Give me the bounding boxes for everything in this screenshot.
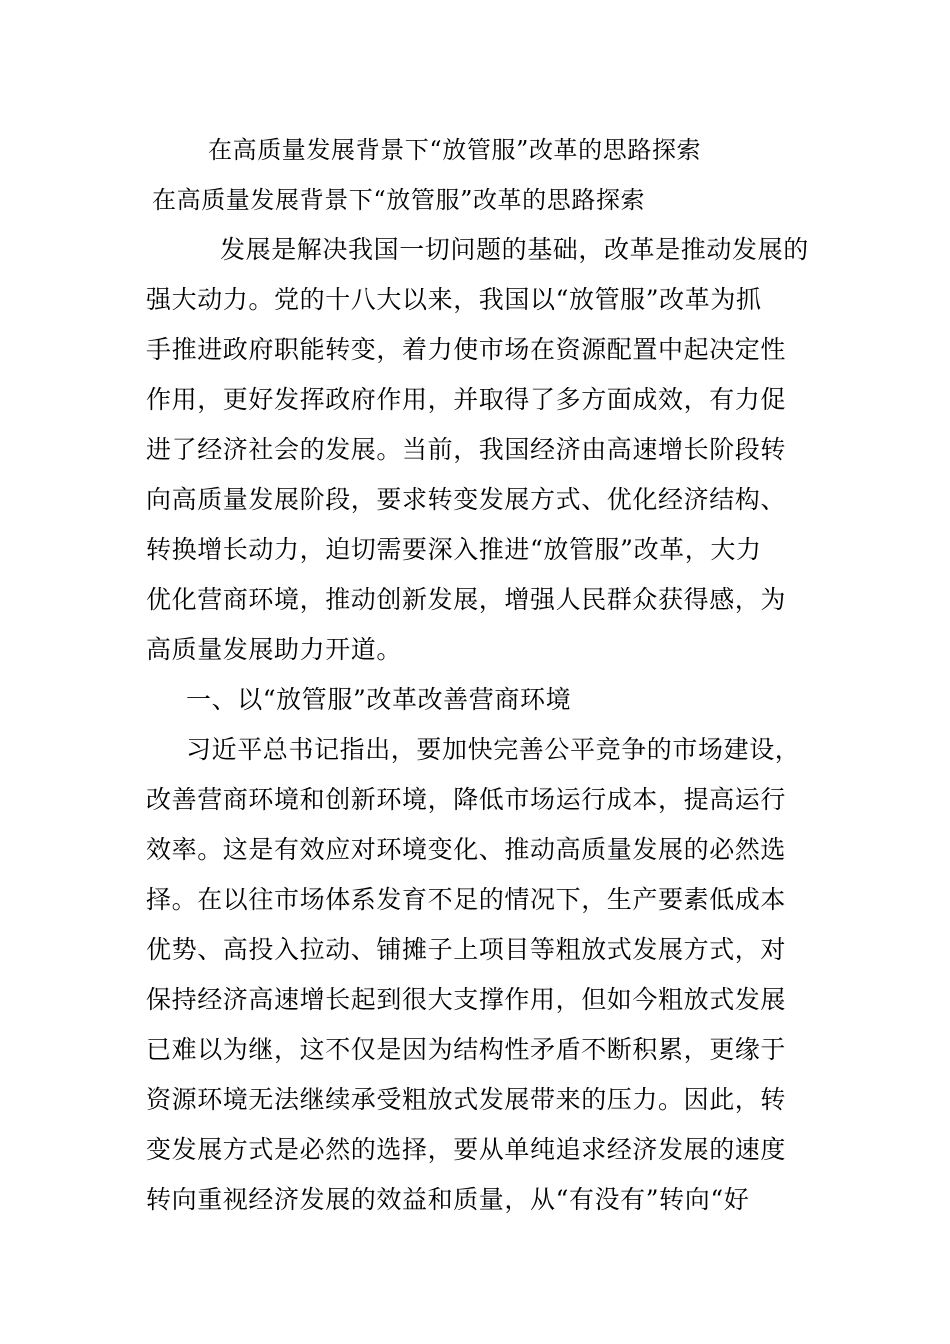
intro-line: 强大动力。党的十八大以来，我国以“放管服”改革为抓 [146,285,762,314]
section-line: 已难以为继，这不仅是因为结构性矛盾不断积累，更缘于 [146,1035,787,1064]
intro-line: 作用，更好发挥政府作用，并取得了多方面成效，有力促 [146,385,787,414]
section-line: 转向重视经济发展的效益和质量，从“有没有”转向“好 [146,1185,750,1214]
intro-line: 手推进政府职能转变，着力使市场在资源配置中起决定性 [146,335,787,364]
section-line: 保持经济高速增长起到很大支撑作用，但如今粗放式发展 [146,985,787,1014]
section-line: 资源环境无法继续承受粗放式发展带来的压力。因此，转 [146,1085,787,1114]
section-line: 习近平总书记指出，要加快完善公平竞争的市场建设， [186,735,801,764]
intro-line: 向高质量发展阶段，要求转变发展方式、优化经济结构、 [146,485,787,514]
intro-line: 转换增长动力，迫切需要深入推进“放管服”改革，大力 [146,535,762,564]
section-line: 效率。这是有效应对环境变化、推动高质量发展的必然选 [146,835,787,864]
section-line: 优势、高投入拉动、铺摊子上项目等粗放式发展方式，对 [146,935,787,964]
document-title: 在高质量发展背景下“放管服”改革的思路探索 [208,136,702,164]
intro-line: 进了经济社会的发展。当前，我国经济由高速增长阶段转 [146,435,787,464]
intro-line: 高质量发展助力开道。 [146,635,403,664]
section-line: 择。在以往市场体系发育不足的情况下，生产要素低成本 [146,885,787,914]
section-heading: 一、以“放管服”改革改善营商环境 [186,685,572,714]
document-subtitle: 在高质量发展背景下“放管服”改革的思路探索 [152,186,646,214]
section-line: 改善营商环境和创新环境，降低市场运行成本，提高运行 [146,785,787,814]
intro-line: 优化营商环境，推动创新发展，增强人民群众获得感，为 [146,585,787,614]
intro-line: 发展是解决我国一切问题的基础，改革是推动发展的 [220,235,809,264]
section-line: 变发展方式是必然的选择，要从单纯追求经济发展的速度 [146,1135,787,1164]
